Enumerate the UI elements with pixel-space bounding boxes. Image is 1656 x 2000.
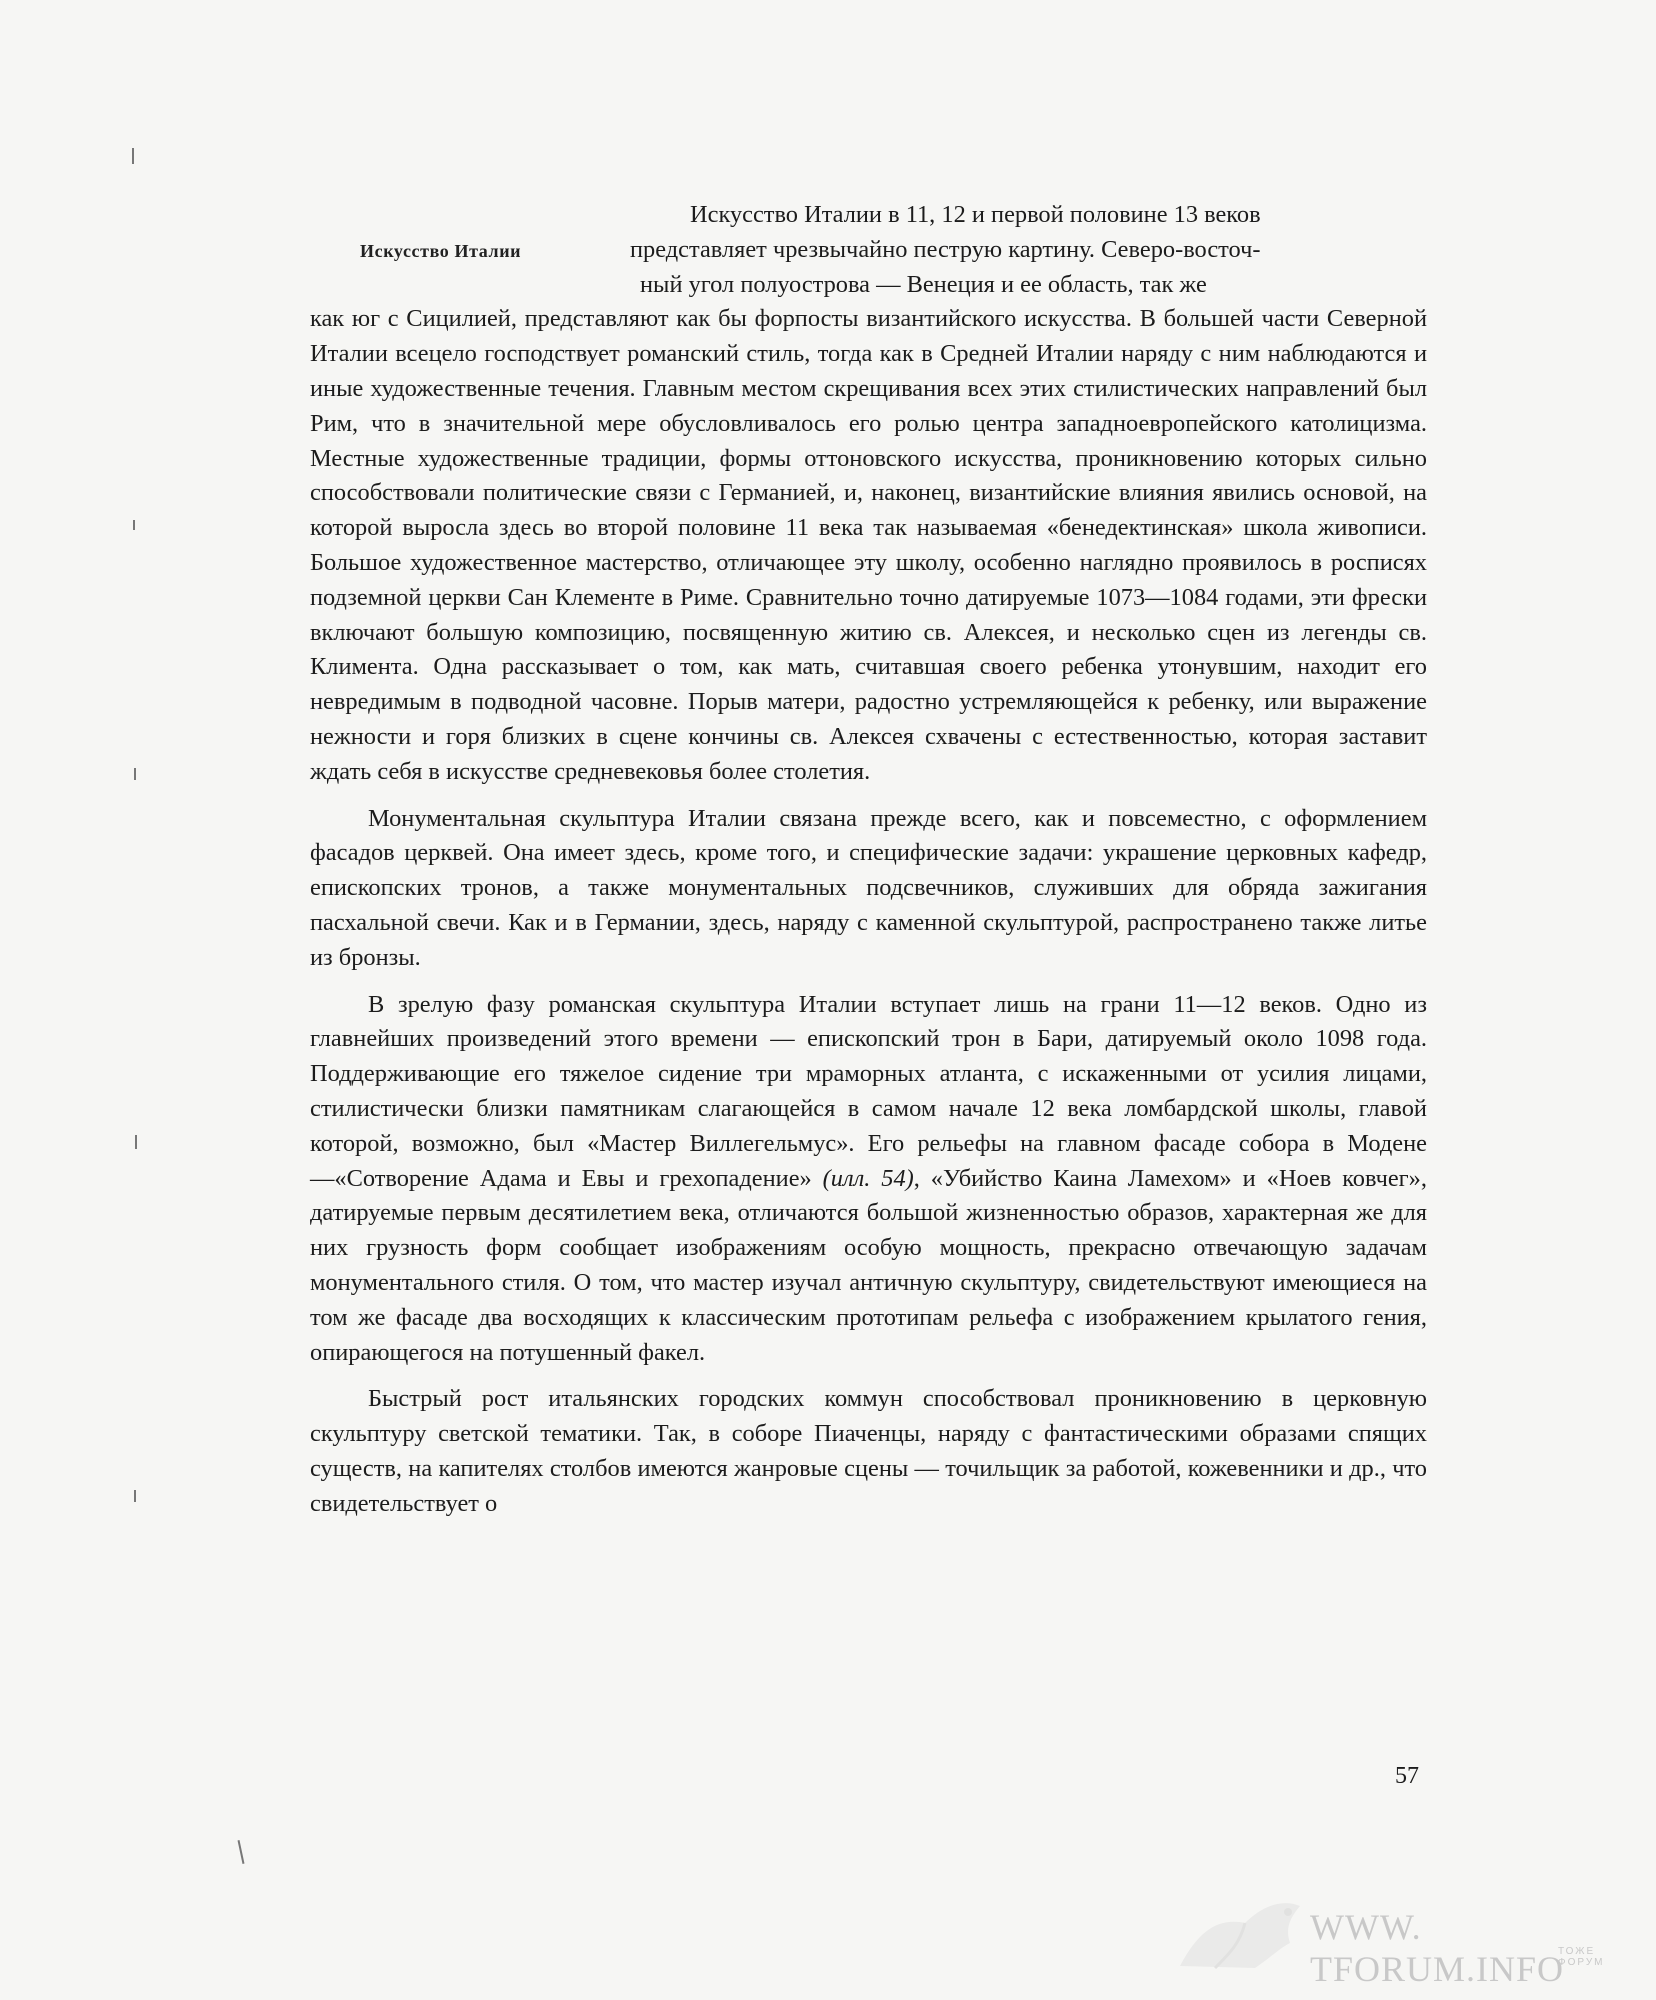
paragraph-3-text-a: В зрелую фазу романская скульптура Италии вступает лишь на грани 11—12 веков. Одно из главнейших произведений этого времени — епископский трон в Бари, датируемый около 1098 года. Поддерживающие его тяжелое сидение три мраморных атланта, с искаженными от усилия лицами, стилистически близки памятникам слагающейся в самом начале 12 века ломбардской школы, главой которой, возможно, был «Мастер Виллегельмус». Его рельефы на главном фасаде собора в Модене—«Сотворение Адама и Евы и грехопадение» <box>310 990 1427 1192</box>
margin-mark <box>135 1135 137 1149</box>
margin-mark <box>238 1840 245 1864</box>
watermark-subtitle: ТОЖЕ ФОРУМ <box>1558 1946 1605 1968</box>
intro-line-3: ный угол полуострова — Венеция и ее область, так же <box>640 270 1207 298</box>
margin-mark <box>133 520 135 530</box>
side-heading: Искусство Италии <box>360 241 522 261</box>
paragraph-1-text: как юг с Сицилией, представляют как бы форпосты византийского искусства. В большей части Северной Италии всецело господствует романский стиль, тогда как в Средней Италии наряду с ним наблюдаются и иные художественные течения. Главным местом скрещивания всех этих стилистических направлений был Рим, что в значительной мере обусловливалось его ролью центра западноевропейского католицизма. Местные художественные традиции, формы оттоновского искусства, проникновению которых сильно способствовали политические связи с Германией, и, наконец, византийские влияния явились основой, на которой выросла здесь во второй половине 11 века так называемая «бенедектинская» школа живописи. Большое художественное мастерство, отличающее эту школу, особенно наглядно проявилось в росписях подземной церкви Сан Клементе в Риме. Сравнительно точно датируемые 1073—1084 годами, эти фрески включают большую композицию, посвященную житию св. Алексея, и несколько сцен из легенды св. Климента. Одна рассказывает о том, как мать, считавшая своего ребенка утонувшим, находит его невредимым в подводной часовне. Порыв матери, радостно устремляющейся к ребенку, или выражение нежности и горя близких в сцене кончины св. Алексея схвачены с естественностью, которая заставит ждать себя в искусстве средневековья более столетия. <box>310 305 1427 785</box>
paragraph-2: Монументальная скульптура Италии связана прежде всего, как и повсеместно, с оформлением фасадов церквей. Она имеет здесь, кроме того, и специфические задачи: украшение церковных кафедр, епископских тронов, а также монументальных подсвечников, служивших для обряда зажигания пасхальной свечи. Как и в Германии, здесь, наряду с каменной скульптурой, распространено также литье из бронзы. <box>310 804 1427 971</box>
intro-line-2: представляет чрезвычайно пеструю картину. Северо-восточ- <box>630 235 1261 263</box>
paragraph-4: Быстрый рост итальянских городских коммун способствовал проникновению в церковную скульптуру светской тематики. Так, в соборе Пиаченцы, наряду с фантастическими образами спящих существ, на капителях столбов имеются жанровые сцены — точильщик за работой, кожевенники и др., что свидетельствует о <box>310 1385 1427 1517</box>
griffin-logo-icon <box>1160 1888 1330 1976</box>
margin-mark <box>134 768 136 780</box>
paragraph-3 <box>310 988 1427 1371</box>
watermark <box>1160 1888 1620 1989</box>
body-text <box>310 198 1427 1521</box>
paragraph-1 <box>310 198 1427 790</box>
intro-line-1: Искусство Италии в 11, 12 и первой половине 13 веков <box>690 201 1261 228</box>
page-number: 57 <box>1395 1763 1419 1789</box>
watermark-url: WWW. TFORUM.INFO <box>1310 1907 1565 1989</box>
illustration-reference: (илл. 54) <box>822 1164 914 1192</box>
margin-mark <box>134 1490 136 1502</box>
margin-mark <box>132 148 134 164</box>
paragraph-3-text-b: , «Убийство Каина Ламехом» и «Ноев ковчег», датируемые первым десятилетием века, отличаются большой жизненностью образов, характерная же для них грузность форм сообщает изображениям особую мощность, прекрасно отвечающую задачам монументального стиля. О том, что мастер изучал античную скульптуру, свидетельствуют имеющиеся на том же фасаде два восходящих к классическим прототипам рельефа с изображением крылатого гения, опирающегося на потушенный факел. <box>310 1164 1427 1366</box>
